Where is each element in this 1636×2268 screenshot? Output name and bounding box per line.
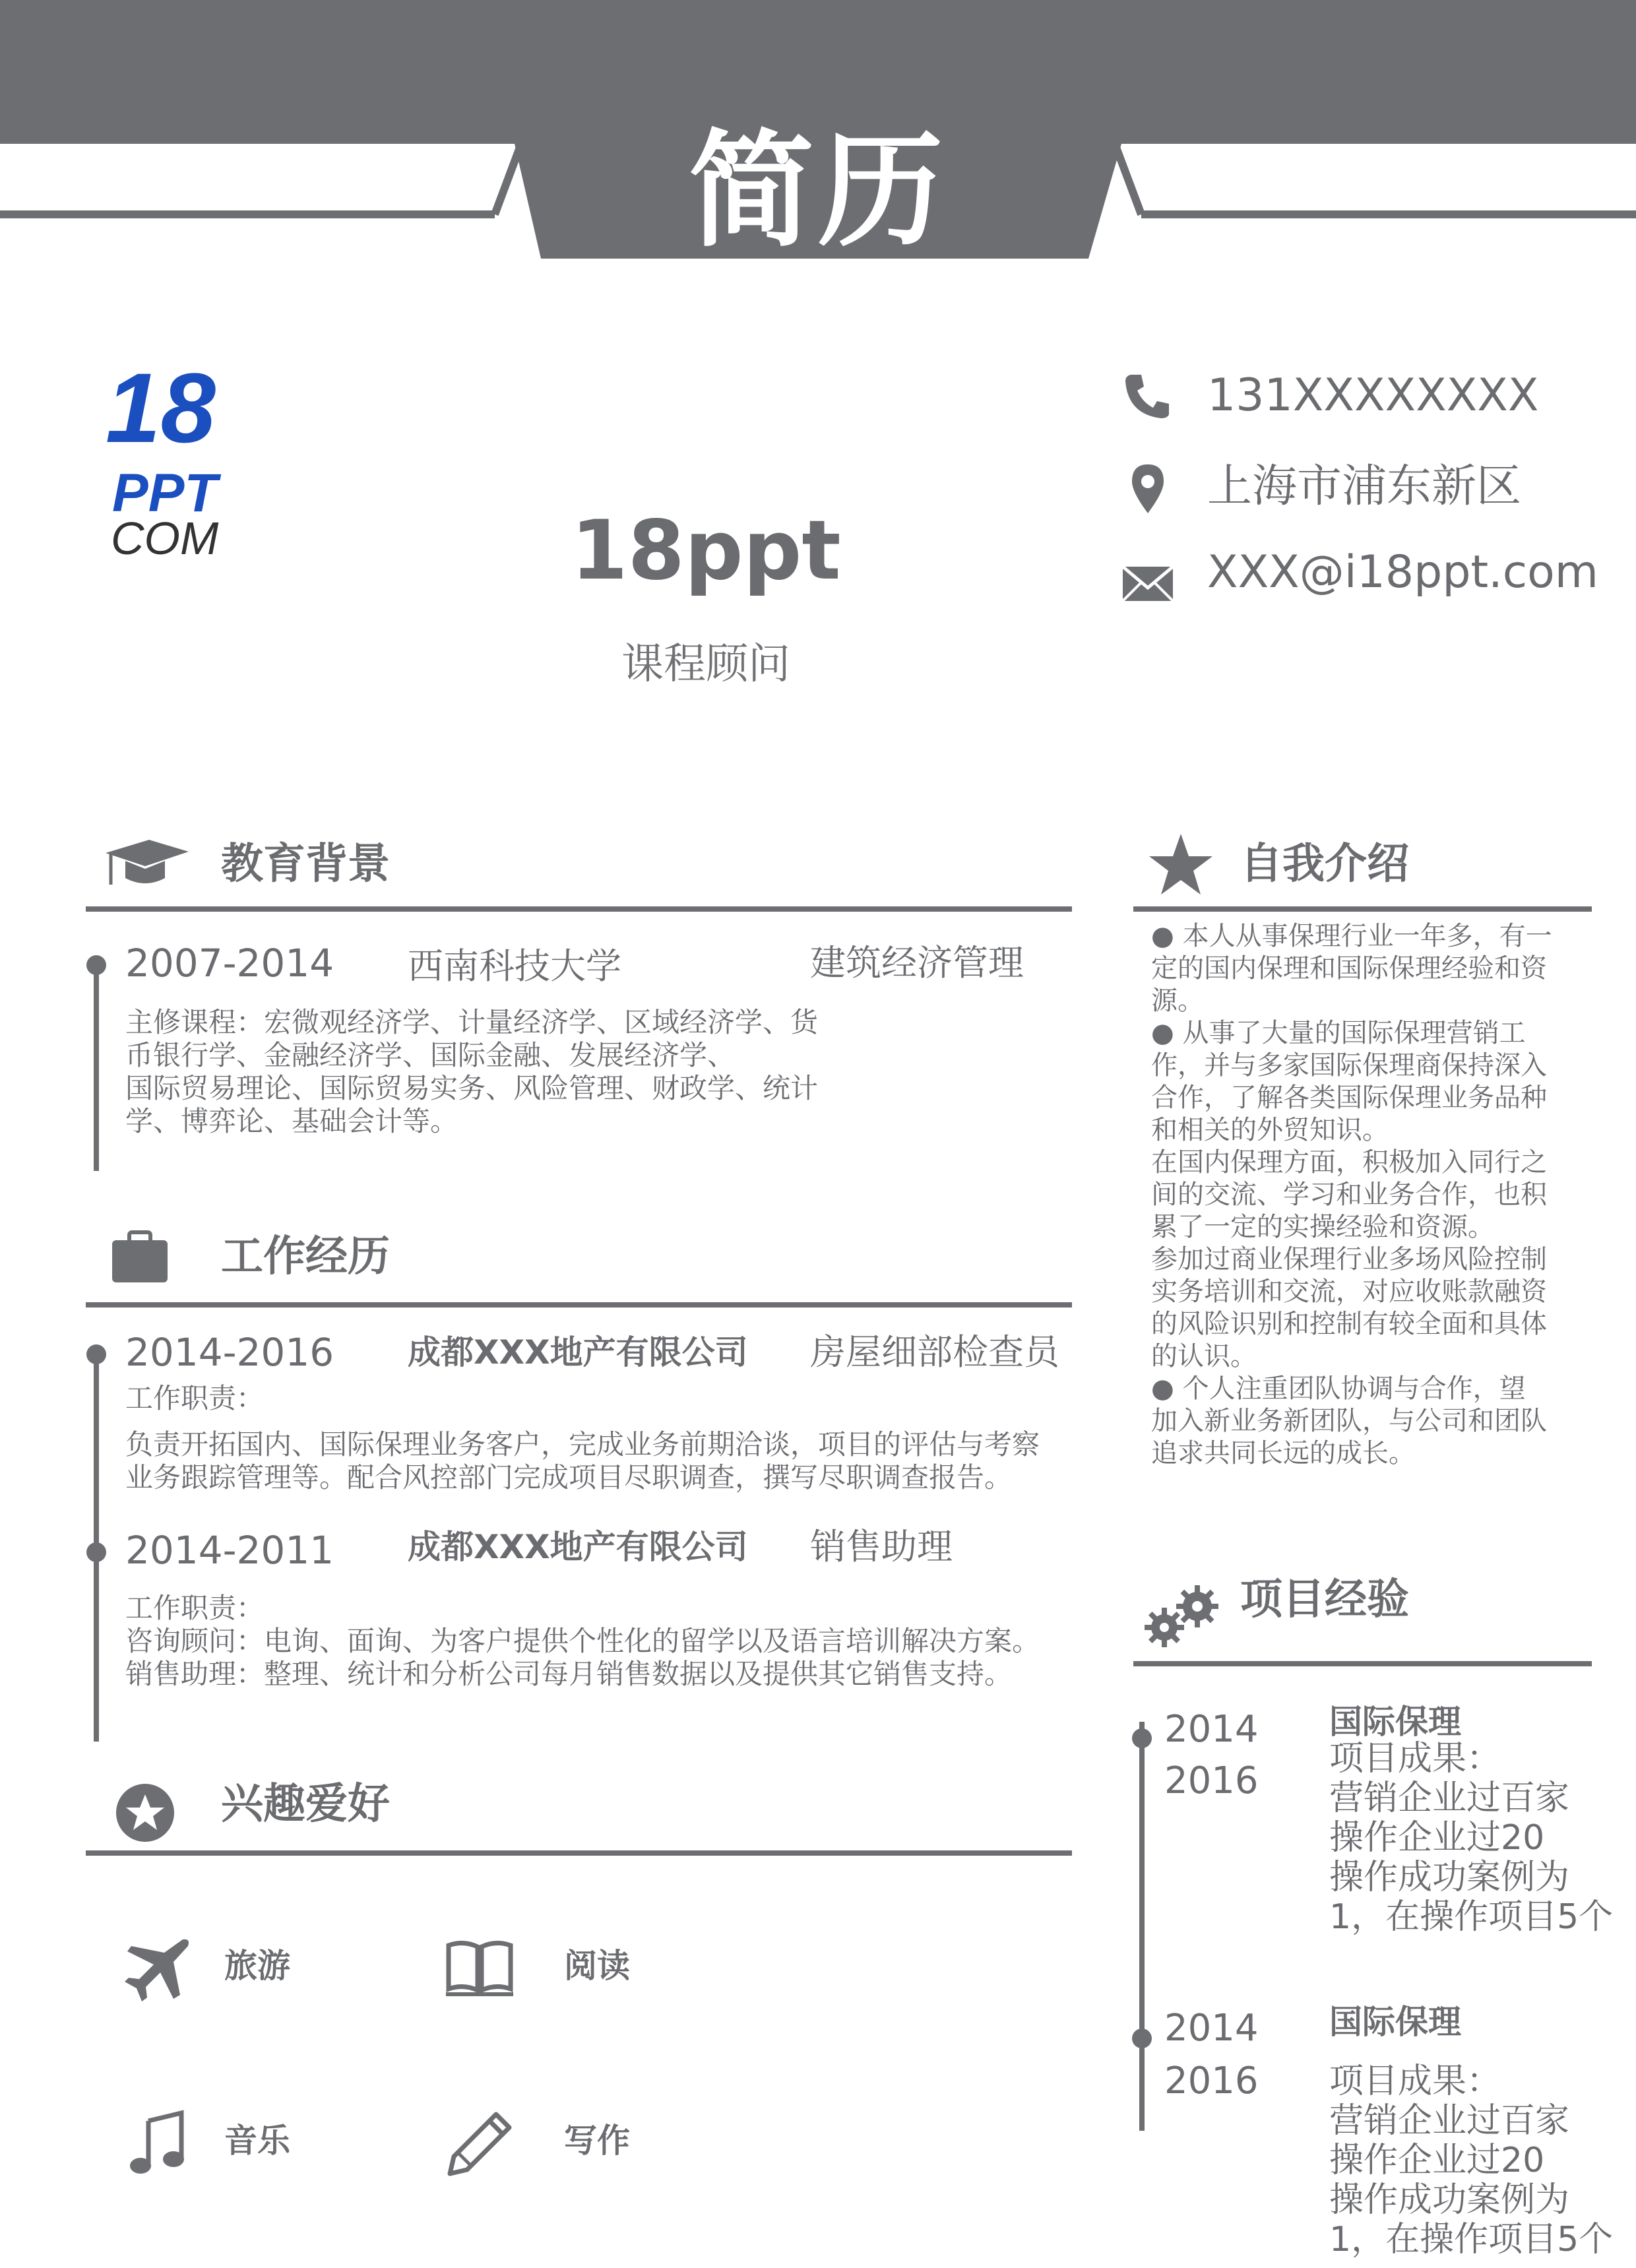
- project-line: 1，在操作项目5个: [1329, 1897, 1614, 1937]
- open-book-icon: [443, 1930, 516, 2002]
- project-year-start: 2014: [1164, 1708, 1259, 1751]
- education-rule: [86, 906, 1072, 912]
- about-text: [1151, 920, 1587, 1470]
- hobby-label: 写作: [564, 2122, 630, 2160]
- duty-line: 咨询顾问：电询、面询、为客户提供个性化的留学以及语言培训解决方案。: [125, 1625, 1040, 1657]
- work-title: 工作经历: [221, 1232, 390, 1281]
- course-line: 币银行学、金融经济学、国际金融、发展经济学、: [125, 1039, 736, 1071]
- course-line: 国际贸易理论、国际贸易实务、风险管理、财政学、统计: [125, 1072, 819, 1104]
- about-line: 在国内保理方面，积极加入同行之: [1151, 1147, 1547, 1178]
- phone-number: 131XXXXXXXX: [1207, 369, 1539, 422]
- course-line: 主修课程：宏微观经济学、计量经济学、区域经济学、货: [125, 1006, 819, 1038]
- timeline-dot: [1132, 2029, 1152, 2048]
- work-company: 成都XXX地产有限公司: [408, 1528, 748, 1566]
- work-years: 2014-2011: [125, 1528, 334, 1573]
- about-line: 和相关的外贸知识。: [1151, 1115, 1389, 1145]
- airplane-icon: [122, 1933, 195, 2005]
- project-line: 1，在操作项目5个: [1329, 2220, 1614, 2259]
- course-line: 学、博弈论、基础会计等。: [125, 1105, 458, 1137]
- project-year-end: 2016: [1164, 2060, 1259, 2102]
- music-note-icon: [122, 2108, 195, 2180]
- about-line: 定的国内保理和国际保理经验和资: [1151, 953, 1547, 984]
- project-line: 操作企业过20: [1329, 2141, 1545, 2180]
- page-title: 简历: [688, 118, 947, 264]
- work-company: 成都XXX地产有限公司: [408, 1333, 748, 1371]
- projects-timeline: [1139, 1722, 1145, 2131]
- projects-rule: [1133, 1661, 1592, 1666]
- phone-icon: [1121, 369, 1174, 422]
- star-badge-icon: [109, 1775, 201, 1847]
- about-line: ● 个人注重团队协调与合作，望: [1151, 1373, 1526, 1404]
- pencil-icon: [443, 2108, 516, 2180]
- about-line: 的认识。: [1151, 1341, 1257, 1371]
- email: XXX@i18ppt.com: [1207, 546, 1599, 598]
- about-line: 加入新业务新团队，与公司和团队: [1151, 1406, 1547, 1436]
- project-line: 项目成果：: [1329, 2062, 1501, 2101]
- education-major: 建筑经济管理: [810, 942, 1024, 984]
- work-position: 销售助理: [810, 1526, 953, 1567]
- work-rule: [86, 1302, 1072, 1307]
- project-name: 国际保理: [1329, 1703, 1461, 1741]
- hobbies-title: 兴趣爱好: [221, 1780, 390, 1829]
- timeline-dot: [86, 1344, 106, 1364]
- svg-text:COM: COM: [111, 513, 219, 564]
- hobby-label: 音乐: [224, 2122, 290, 2160]
- timeline-dot: [86, 955, 106, 975]
- hobbies-rule: [86, 1850, 1072, 1856]
- address: 上海市浦东新区: [1207, 460, 1522, 513]
- projects-title: 项目经验: [1240, 1575, 1409, 1624]
- project-details: [1329, 2062, 1613, 2259]
- education-school: 西南科技大学: [408, 945, 621, 987]
- timeline-dot: [86, 1542, 106, 1562]
- education-courses: [125, 1006, 1062, 1138]
- hobby-label: 旅游: [224, 1947, 290, 1985]
- project-line: 操作成功案例为: [1329, 2180, 1570, 2220]
- about-line: 参加过商业保理行业多场风险控制: [1151, 1244, 1547, 1275]
- svg-text:18: 18: [106, 356, 216, 463]
- project-year-start: 2014: [1164, 2007, 1259, 2050]
- about-line: 实务培训和交流，对应收账款融资: [1151, 1276, 1547, 1307]
- about-line: 作，并与多家国际保理商保持深入: [1151, 1050, 1547, 1081]
- work-duties: [125, 1625, 1075, 1691]
- about-title: 自我介绍: [1240, 840, 1409, 889]
- candidate-name: 18ppt: [571, 503, 841, 598]
- about-line: 源。: [1151, 986, 1204, 1016]
- project-line: 营销企业过百家: [1329, 1779, 1570, 1818]
- project-name: 国际保理: [1329, 2003, 1461, 2041]
- logo: [99, 356, 257, 567]
- work-position: 房屋细部检查员: [810, 1331, 1059, 1373]
- project-details: [1329, 1739, 1613, 1937]
- project-year-end: 2016: [1164, 1759, 1259, 1802]
- work-duty-label: 工作职责：: [125, 1592, 265, 1624]
- about-line: 合作，了解各类国际保理业务品种: [1151, 1083, 1547, 1113]
- svg-text:PPT: PPT: [112, 463, 218, 523]
- duty-line: 销售助理：整理、统计和分析公司每月销售数据以及提供其它销售支持。: [125, 1658, 1013, 1690]
- about-line: 间的交流、学习和业务合作，也积: [1151, 1180, 1547, 1210]
- project-line: 营销企业过百家: [1329, 2101, 1570, 2141]
- education-years: 2007-2014: [125, 941, 334, 986]
- location-pin-icon: [1121, 462, 1174, 515]
- education-title: 教育背景: [221, 840, 390, 889]
- work-duty-label: 工作职责：: [125, 1382, 265, 1414]
- candidate-role: 课程顾问: [621, 640, 790, 689]
- work-duties: [125, 1428, 1075, 1494]
- hobby-label: 阅读: [564, 1947, 630, 1985]
- star-icon: [1148, 831, 1240, 904]
- about-line: 累了一定的实操经验和资源。: [1151, 1212, 1494, 1242]
- timeline-dot: [1132, 1728, 1152, 1748]
- envelope-icon: [1121, 557, 1174, 610]
- project-line: 操作成功案例为: [1329, 1858, 1570, 1897]
- about-line: ● 本人从事保理行业一年多，有一: [1151, 921, 1552, 951]
- briefcase-icon: [106, 1220, 198, 1293]
- about-line: ● 从事了大量的国际保理营销工: [1151, 1018, 1526, 1048]
- duty-line: 业务跟踪管理等。配合风控部门完成项目尽职调查，撰写尽职调查报告。: [125, 1461, 1013, 1494]
- about-line: 的风险识别和控制有较全面和具体: [1151, 1309, 1547, 1339]
- gears-icon: [1138, 1580, 1230, 1653]
- education-timeline: [94, 957, 99, 1171]
- work-years: 2014-2016: [125, 1330, 334, 1375]
- about-line: 追求共同长远的成长。: [1151, 1438, 1415, 1468]
- graduation-cap-icon: [99, 828, 191, 900]
- project-line: 操作企业过20: [1329, 1818, 1545, 1858]
- about-rule: [1133, 906, 1592, 912]
- duty-line: 负责开拓国内、国际保理业务客户，完成业务前期洽谈，项目的评估与考察: [125, 1428, 1040, 1461]
- project-line: 项目成果：: [1329, 1739, 1501, 1779]
